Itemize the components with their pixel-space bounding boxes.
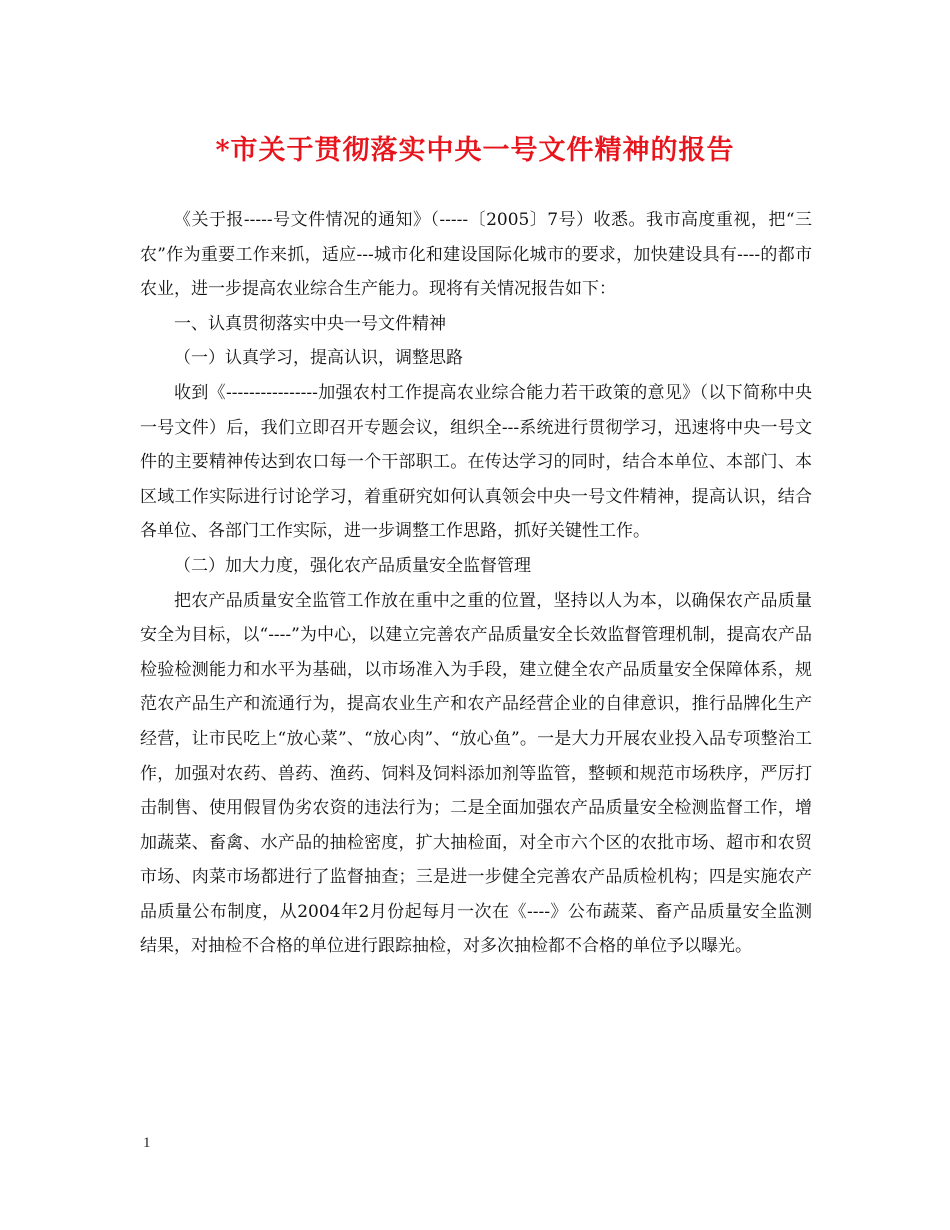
subsection-heading-1: （一）认真学习，提高认识，调整思路: [174, 348, 463, 369]
body-paragraph: 把农产品质量安全监管工作放在重中之重的位置，坚持以人为本，以确保农产品质量安全为目标，以“----”为中心，以建立完善农产品质量安全长效监督管理机制，提高农产品检验检测能力和水平为基础，以市场准入为手段，建立健全农产品质量安全保障体系，规范农产品生产和流通行为，提高农业生产和农产品经营企业的自律意识，推行品牌化生产经营，让市民吃上“放心菜”、“放心肉”、“放心鱼”。一是大力开展农业投入品专项整治工作，加强对农药、兽药、渔药、饲料及饲料添加剂等监管，整顿和规范市场秩序，严厉打击制售、使用假冒伪劣农资的违法行为；二是全面加强农产品质量安全检测监督工作，增加蔬菜、畜禽、水产品的抽检密度，扩大抽检面，对全市六个区的农批市场、超市和农贸市场、肉菜市场都进行了监督抽查；三是进一步健全完善农产品质检机构；四是实施农产品质量公布制度，从2004年2月份起每月一次在《----》公布蔬菜、畜产品质量安全监测结果，对抽检不合格的单位进行跟踪抽检，对多次抽检都不合格的单位予以曝光。: [140, 590, 812, 957]
intro-paragraph: 《关于报-----号文件情况的通知》（-----〔2005〕7号）收悉。我市高度重视，把“三农”作为重要工作来抓，适应---城市化和建设国际化城市的要求，加快建设具有----的都市农业，进一步提高农业综合生产能力。现将有关情况报告如下：: [140, 210, 812, 300]
section-heading-1: 一、认真贯彻落实中央一号文件精神: [174, 313, 446, 334]
page-number: 1: [143, 1135, 151, 1151]
subsection-heading-2: （二）加大力度，强化农产品质量安全监督管理: [174, 555, 531, 576]
document-title: *市关于贯彻落实中央一号文件精神的报告: [215, 135, 735, 166]
document-body: [140, 203, 812, 964]
body-paragraph: 收到《----------------加强农村工作提高农业综合能力若干政策的意见》（以下简称中央一号文件）后，我们立即召开专题会议，组织全---系统进行贯彻学习，迅速将中央一号文件的主要精神传达到农口每一个干部职工。在传达学习的同时，结合本单位、本部门、本区域工作实际进行讨论学习，着重研究如何认真领会中央一号文件精神，提高认识，结合各单位、各部门工作实际，进一步调整工作思路，抓好关键性工作。: [140, 382, 812, 542]
